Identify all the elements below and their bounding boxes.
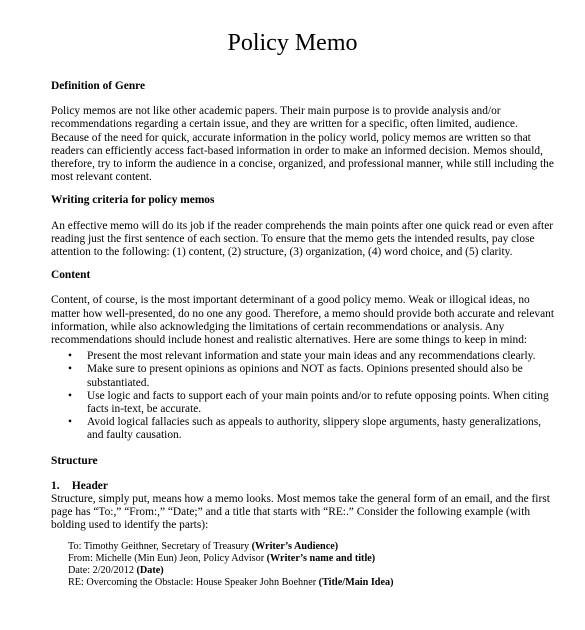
document-title: Policy Memo <box>227 30 358 56</box>
example-date-label: (Date) <box>136 564 164 576</box>
section-heading-genre: Definition of Genre <box>51 80 146 92</box>
list-item <box>51 350 557 363</box>
example-re-text: RE: Overcoming the Obstacle: House Speaker John Boehner <box>68 576 319 588</box>
list-item-text: Use logic and facts to support each of your main points and/or to refute opposing points. When citing facts in-text, be accurate. <box>87 389 549 416</box>
memo-example <box>68 541 557 589</box>
paragraph-content: Content, of course, is the most important determinant of a good policy memo. Weak or illogical ideas, no matter how well-presented, do no one any good. Therefore, a memo should provide both accurate and relevant information, while also acknowledging the limitations of certain recommendations or analysis. Any recommendations should include honest and realistic alternatives. Here are some things to keep in mind: <box>51 294 555 347</box>
list-item-text: Make sure to present opinions as opinions and NOT as facts. Opinions presented should also be substantiated. <box>87 363 523 389</box>
list-item <box>51 416 557 442</box>
subheading-number: 1. <box>51 479 60 492</box>
example-to-line <box>68 541 557 553</box>
paragraph-genre: Policy memos are not like other academic papers. Their main purpose is to provide analysis and/or recommendations regarding a certain issue, and they are written for a specific, often limited, audience. Because of the need for quick, accurate information in the policy world, policy memos are written so that readers can efficiently access fact-based information in order to make an informed decision. Memos should, therefore, try to inform the audience in a concise, organized, and professional manner, while still including the most relevant content. <box>51 105 554 184</box>
bullet-icon: • <box>68 389 72 402</box>
example-to-label: (Writer’s Audience) <box>251 540 339 552</box>
example-from-label: (Writer’s name and title) <box>266 552 376 564</box>
paragraph-criteria: An effective memo will do its job if the reader comprehends the main points after one quick read or even after reading just the first sentence of each section. To ensure that the memo gets the intended results, pay close attention to the following: (1) content, (2) structure, (3) organization, (4) word choice, and (5) clarity. <box>51 219 554 259</box>
list-item-text: Avoid logical fallacies such as appeals to authority, slippery slope arguments, hasty generalizations, and faulty causation. <box>87 416 542 442</box>
example-re-line <box>68 577 557 589</box>
bullet-icon: • <box>68 416 72 429</box>
paragraph-structure: Structure, simply put, means how a memo looks. Most memos take the general form of an email, and the first page has “To:,” “From:,” “Date;” and a title that starts with “RE:.” Consider the following example (with bolding used to identify the parts): <box>51 493 550 532</box>
bullet-icon: • <box>68 350 72 363</box>
bullet-icon: • <box>68 363 72 376</box>
example-re-label: (Title/Main Idea) <box>318 576 394 588</box>
section-heading-criteria: Writing criteria for policy memos <box>51 194 215 207</box>
section-heading-content: Content <box>51 269 91 282</box>
list-item <box>51 390 557 416</box>
list-item-text: Present the most relevant information and state your main ideas and any recommendations clearly. <box>87 350 536 363</box>
example-date-line <box>68 565 557 577</box>
subheading-text: Header <box>71 479 108 492</box>
example-to-text: To: Timothy Geithner, Secretary of Treasury <box>68 540 252 552</box>
example-date-text: Date: 2/20/2012 <box>68 564 137 576</box>
section-heading-structure: Structure <box>51 454 98 467</box>
document-body <box>51 80 557 589</box>
example-from-text: From: Michelle (Min Eun) Jeon, Policy Advisor <box>68 552 267 564</box>
list-item <box>51 363 557 389</box>
example-from-line <box>68 553 557 565</box>
content-bullet-list <box>51 350 557 442</box>
subheading-header <box>51 480 557 493</box>
